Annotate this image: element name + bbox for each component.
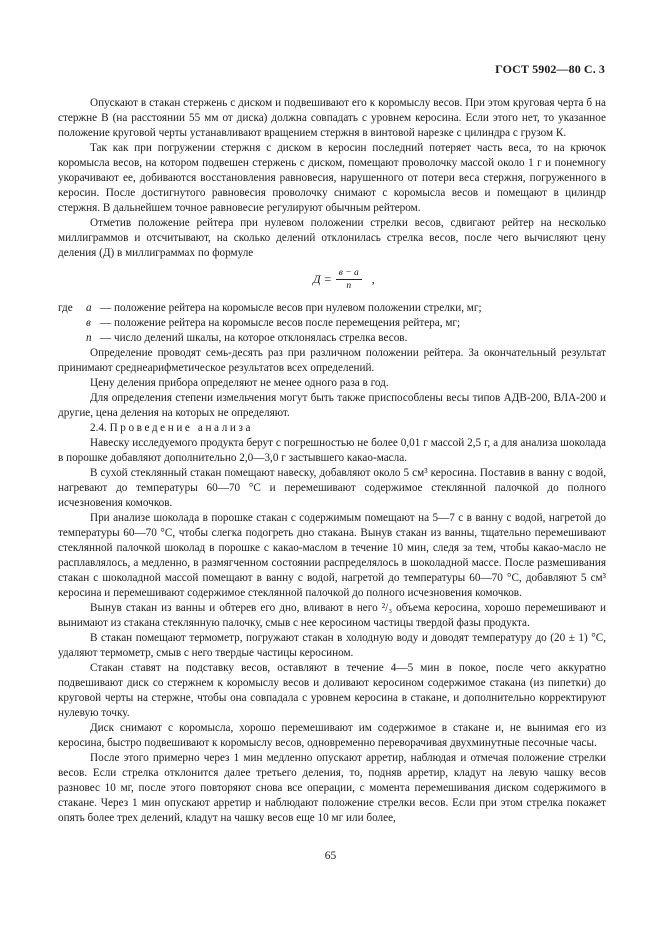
definition-item bbox=[58, 316, 606, 331]
definition-prefix bbox=[58, 331, 86, 346]
section-title: Проведение анализа bbox=[109, 422, 254, 434]
definition-prefix bbox=[58, 316, 86, 331]
paragraph: Цену деления прибора определяют не менее одного раза в год. bbox=[90, 377, 389, 389]
definition-symbol: в bbox=[86, 317, 91, 329]
paragraph: Стакан ставят на подставку весов, оставляют в течение 4—5 мин в покое, после чего аккуратно подвешивают диск со стержнем к коромыслу весов и доливают керосином содержимое стакана (из пипетки) до круговой черты на стержне, чтобы она совпадала с уровнем керосина в стакане, и дополнительно корректируют нулевую точку. bbox=[58, 662, 606, 719]
formula-numerator: в − а bbox=[336, 267, 362, 280]
paragraph: В сухой стеклянный стакан помещают навеску, добавляют около 5 см³ керосина. Поставив в ванну с водой, нагревают до температуры 60—70 °С и перемешивают содержимое стеклянной палочкой до полного исчезновения комочков. bbox=[58, 467, 606, 509]
formula-denominator: n bbox=[346, 281, 352, 291]
page-number: 65 bbox=[324, 850, 337, 862]
definition-text: — положение рейтера на коромысле весов после перемещения рейтера, мг; bbox=[100, 317, 461, 329]
formula-fraction bbox=[336, 267, 362, 292]
paragraph: Отметив положение рейтера при нулевом положении стрелки весов, сдвигают рейтер на несколько миллиграммов и отсчитывают, на сколько делений отклонилась стрелка весов, после чего вычисляют цену деления (Д) в миллиграммах по формуле bbox=[58, 217, 606, 259]
paragraph: Опускают в стакан стержень с диском и подвешивают его к коромыслу весов. При этом круговая черта б на стержне В (на расстоянии 55 мм от диска) должна совпадать с уровнем керосина. Если этого нет, то указанное положение круговой черты устанавливают вращением стержня в винтовой нарезке с цилиндра с грузом К. bbox=[58, 97, 606, 139]
definition-item bbox=[58, 331, 606, 346]
paragraph: При анализе шоколада в порошке стакан с содержимым помещают на 5—7 с в ванну с водой, нагретой до температуры 60—70 °С, чтобы слегка подогреть дно стакана. Вынув стакан из ванны, тщательно перемешивают стеклянной палочкой шоколад в порошке с какао-маслом в течение 10 мин, следя за тем, чтобы какао-масло не расплавлялось, а медленно, в размягченном состоянии распределялось в шоколадной массе. После размешивания стакан с шоколадной массой помещают в ванну с водой, нагретой до температуры 60—70 °С, добавляют 5 см³ керосина и перемешивают содержимое стеклянной палочкой до полного исчезновения комочков. bbox=[58, 512, 606, 599]
paragraph: В стакан помещают термометр, погружают стакан в холодную воду и доводят температуру до (20 ± 1) °С, удаляют термометр, смыв с него твердые частицы керосином. bbox=[58, 632, 606, 659]
definition-item bbox=[58, 301, 606, 316]
paragraph: После этого примерно через 1 мин медленно опускают арретир, наблюдая и отмечая положение стрелки весов. Если стрелка отклонится далее третьего деления, то, подняв арретир, кладут на левую чашку весов разновес 10 мг, после этого повторяют снова все операции, с момента перемешивания диском содержимого в стакане. Через 1 мин опускают арретир и наблюдают положение стрелки весов. Если при этом стрелка покажет опять более трех делений, кладут на чашку весов еще 10 мг или более, bbox=[58, 752, 606, 824]
definition-prefix: где bbox=[58, 302, 73, 314]
definition-symbol: а bbox=[86, 302, 92, 314]
formula-lhs: Д = bbox=[313, 272, 332, 286]
definition-text: — число делений шкалы, на которое отклонялась стрелка весов. bbox=[100, 332, 408, 344]
paragraph: Вынув стакан из ванны и обтерев его дно, вливают в него ²/₃ объема керосина, хорошо перемешивают и вынимают из стакана стеклянную палочку, смыв с нее керосином частицы твердой фазы продукта. bbox=[58, 602, 606, 629]
document-body bbox=[58, 96, 606, 826]
paragraph: Так как при погружении стержня с диском в керосин последний потеряет часть веса, то на крючок коромысла весов, на котором подвешен стержень с диском, помещают проволочку массой около 1 г и понемногу укорачивают ее, добиваются восстановления равновесия, нарушенного от потери веса стержня, погруженного в керосин. После достигнутого равновесия проволочку снимают с коромысла весов и помещают в цилиндр стержня. В дальнейшем точное равновесие регулируют обычным рейтером. bbox=[58, 142, 606, 214]
definitions-list bbox=[58, 301, 606, 346]
paragraph: Для определения степени измельчения могут быть также приспособлены весы типов АДВ-200, ВЛА-200 и другие, цена деления на которых не определяют. bbox=[58, 392, 606, 419]
paragraph: Навеску исследуемого продукта берут с погрешностью не более 0,01 г массой 2,5 г, а для анализа шоколада в порошке добавляют дополнительно 2,0—3,0 г застывшего какао-масла. bbox=[58, 437, 606, 464]
definition-symbol: n bbox=[86, 332, 92, 344]
paragraph: Определение проводят семь-десять раз при различном положении рейтера. За окончательный результат принимают среднеарифметическое результатов всех определений. bbox=[58, 347, 606, 374]
section-number: 2.4. bbox=[90, 422, 107, 434]
section-heading bbox=[58, 421, 606, 436]
page-header: ГОСТ 5902—80 С. 3 bbox=[495, 62, 605, 76]
paragraph: Диск снимают с коромысла, хорошо перемешивают им содержимое в стакане и, не вынимая его из керосина, быстро подвешивают к коромыслу весов, одновременно переворачивая двухминутные песочные часы. bbox=[58, 722, 606, 749]
formula-tail: , bbox=[371, 272, 375, 286]
definition-text: — положение рейтера на коромысле весов при нулевом положении стрелки, мг; bbox=[100, 302, 482, 314]
formula bbox=[58, 261, 606, 301]
